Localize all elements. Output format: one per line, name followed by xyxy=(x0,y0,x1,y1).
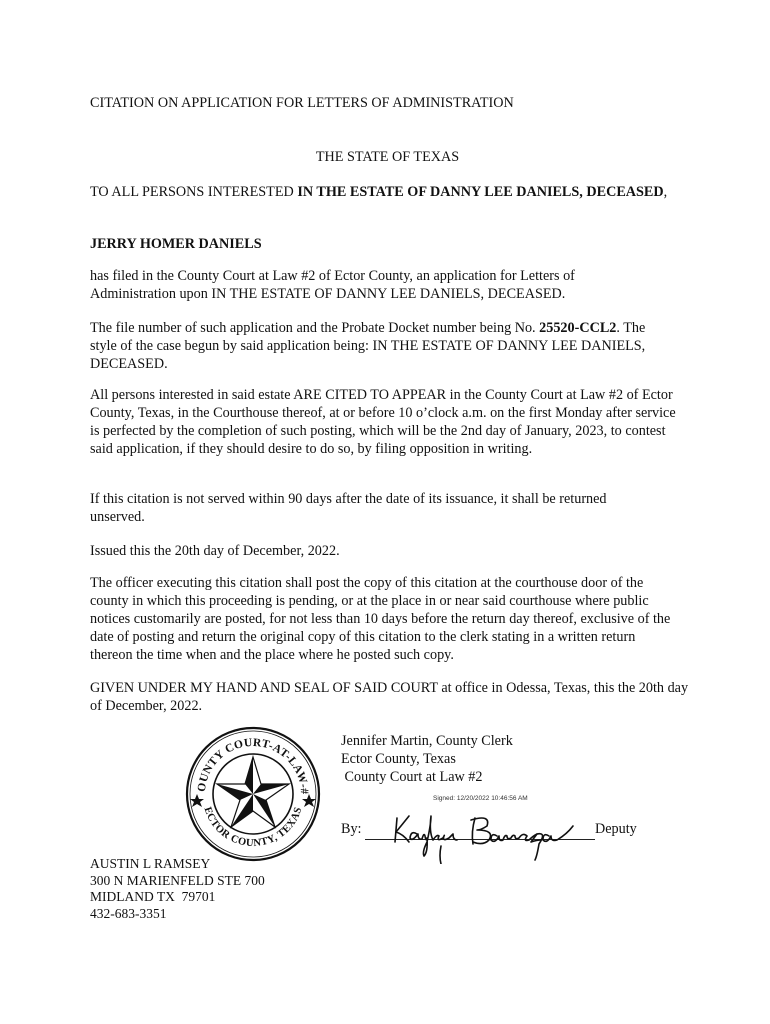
clerk-county: Ector County, Texas xyxy=(341,751,456,767)
state-heading xyxy=(0,148,770,166)
petitioner-name: JERRY HOMER DANIELS xyxy=(90,236,262,252)
attorney-name: AUSTIN L RAMSEY xyxy=(90,856,211,871)
deputy-label: Deputy xyxy=(595,821,637,837)
attorney-block xyxy=(90,856,265,922)
seal-left-star xyxy=(190,794,204,807)
file-number-paragraph xyxy=(90,319,650,373)
given-paragraph: GIVEN UNDER MY HAND AND SEAL OF SAID COURT at office in Odessa, Texas, this the 20th day of December, 2022. xyxy=(90,680,689,714)
attorney-address-line1: 300 N MARIENFELD STE 700 xyxy=(90,872,265,888)
officer-paragraph: The officer executing this citation shall post the copy of this citation at the courthouse door of the county in which this proceeding is pending, or at the place in or near said courthouse where public notices customarily are posted, for not less than 10 days before the return day thereof, exclusive of the date of posting and return the original copy of this citation to the clerk stating in a written return thereon the time when and the place where he posted such copy. xyxy=(90,575,671,663)
issued-paragraph: Issued this the 20th day of December, 2022. xyxy=(90,543,340,559)
addressee-suffix: , xyxy=(663,184,668,200)
file-number-prefix: The file number of such application and the Probate Docket number being No. xyxy=(90,320,540,336)
clerk-name: Jennifer Martin, County Clerk xyxy=(341,733,513,749)
addressee-prefix: TO ALL PERSONS INTERESTED xyxy=(90,184,298,200)
court-seal xyxy=(183,724,323,864)
file-number: 25520-CCL2 xyxy=(539,320,617,336)
seal-center-star xyxy=(217,757,289,827)
seal-bottom-text: ECTOR COUNTY, TEXAS xyxy=(201,805,305,850)
attorney-phone: 432-683-3351 xyxy=(90,905,167,921)
star-seal-icon xyxy=(183,724,323,864)
not-served-paragraph: If this citation is not served within 90 days after the date of its issuance, it shall be returned unserved. xyxy=(90,491,607,525)
seal-right-star xyxy=(302,794,316,807)
file-number-suffix: . The style of the case begun by said application being: IN THE ESTATE OF DANNY LEE DANIELS, DECEASED. xyxy=(90,320,646,372)
signature-row xyxy=(341,812,661,862)
addressee-paragraph xyxy=(90,183,690,201)
handwritten-signature xyxy=(387,812,587,864)
state-heading-text: THE STATE OF TEXAS xyxy=(315,149,460,165)
clerk-court: County Court at Law #2 xyxy=(341,769,483,785)
attorney-address-line2: MIDLAND TX 79701 xyxy=(90,889,216,904)
document-title: CITATION ON APPLICATION FOR LETTERS OF ADMINISTRATION xyxy=(90,95,514,111)
seal-top-text: OUNTY COURT-AT-LAW-# xyxy=(195,736,311,795)
clerk-block xyxy=(341,732,513,786)
filed-paragraph: has filed in the County Court at Law #2 of Ector County, an application for Letters of Administration upon IN THE ESTATE OF DANNY LEE DANIELS, DECEASED. xyxy=(90,268,575,302)
cited-paragraph: All persons interested in said estate ARE CITED TO APPEAR in the County Court at Law #2 of Ector County, Texas, in the Courthouse thereof, at or before 10 o’clock a.m. on the first Monday after service is perfected by the completion of such posting, which will be the 2nd day of January, 2023, to contest said application, if they should desire to do so, by filing opposition in writing. xyxy=(90,387,676,457)
signed-timestamp: Signed: 12/20/2022 10:46:56 AM xyxy=(433,795,528,802)
estate-name: IN THE ESTATE OF DANNY LEE DANIELS, DECEASED xyxy=(297,184,664,200)
by-label: By: xyxy=(341,821,362,837)
